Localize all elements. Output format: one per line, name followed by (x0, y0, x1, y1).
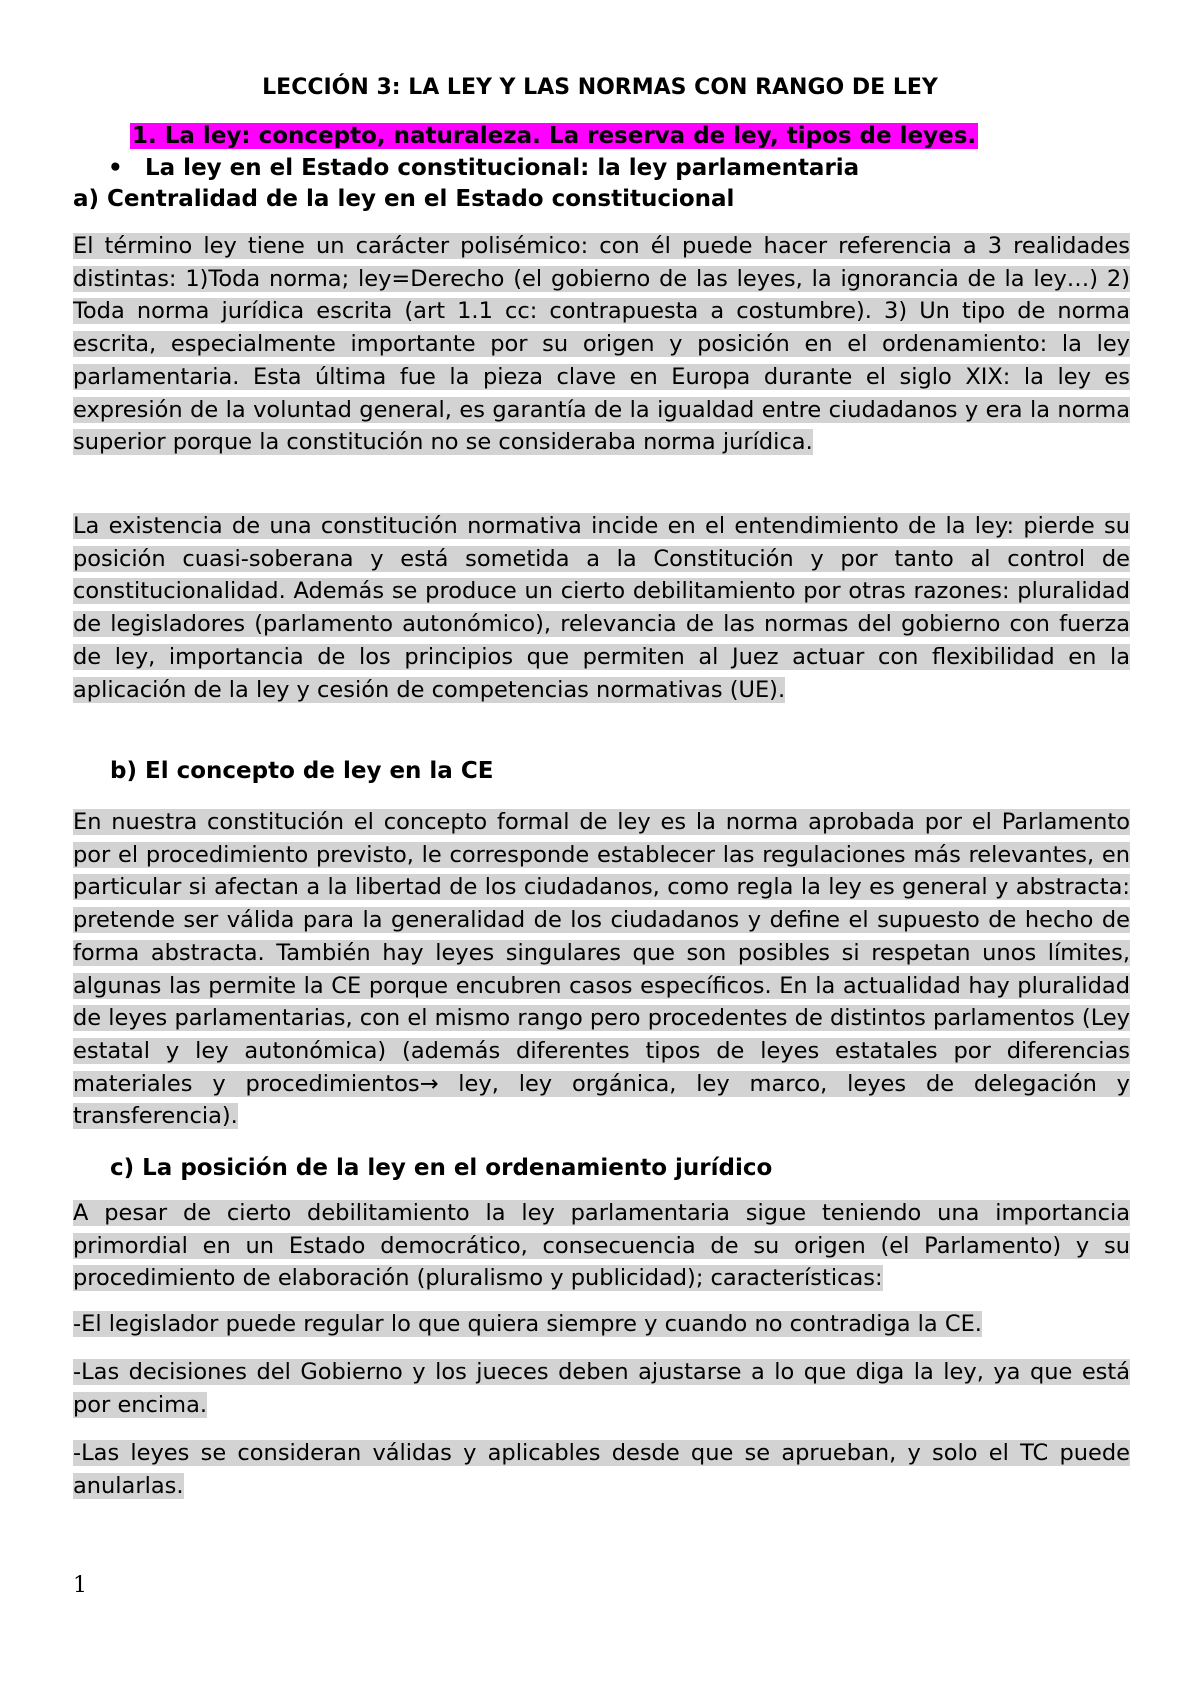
paragraph-2 (73, 510, 1130, 706)
page-number: 1 (73, 1573, 87, 1598)
paragraph-6-text: -Las decisiones del Gobierno y los jueces deben ajustarse a lo que diga la ley, ya que está por encima. (73, 1359, 1130, 1418)
paragraph-3 (73, 806, 1130, 1133)
paragraph-1-text: El término ley tiene un carácter polisémico: con él puede hacer referencia a 3 realidades distintas: 1)Toda norma; ley=Derecho (el gobierno de las leyes, la ignorancia de la ley…) 2) Toda norma jurídica escrita (art 1.1 cc: contrapuesta a costumbre). 3) Un tipo de norma escrita, especialmente importante por su origen y posición en el ordenamiento: la ley parlamentaria. Esta última fue la pieza clave en Europa durante el siglo XIX: la ley es expresión de la voluntad general, es garantía de la igualdad entre ciudadanos y era la norma superior porque la constitución no se consideraba norma jurídica. (73, 233, 1130, 456)
subheading-a: a) Centralidad de la ley en el Estado constitucional (73, 186, 735, 212)
paragraph-2-text: La existencia de una constitución normativa incide en el entendimiento de la ley: pierde su posición cuasi-soberana y está sometida a la Constitución y por tanto al control de constitucionalidad. Además se produce un cierto debilitamiento por otras razones: pluralidad de legisladores (parlamento autonómico), relevancia de las normas del gobierno con fuerza de ley, importancia de los principios que permiten al Juez actuar con flexibilidad en la aplicación de la ley y cesión de competencias normativas (UE). (73, 513, 1130, 703)
paragraph-7-text: -Las leyes se consideran válidas y aplicables desde que se aprueban, y solo el TC puede anularlas. (73, 1440, 1130, 1499)
paragraph-1 (73, 230, 1130, 459)
paragraph-4-text: A pesar de cierto debilitamiento la ley parlamentaria sigue teniendo una importancia primordial en un Estado democrático, consecuencia de su origen (el Parlamento) y su procedimiento de elaboración (pluralismo y publicidad); características: (73, 1200, 1130, 1292)
paragraph-5-text: -El legislador puede regular lo que quiera siempre y cuando no contradiga la CE. (73, 1311, 982, 1337)
paragraph-4 (73, 1197, 1130, 1295)
section-heading-1 (130, 121, 978, 151)
lesson-title: LECCIÓN 3: LA LEY Y LAS NORMAS CON RANGO DE LEY (262, 75, 938, 100)
paragraph-5 (73, 1308, 1130, 1341)
section-heading-1-text: 1. La ley: concepto, naturaleza. La reserva de ley, tipos de leyes. (132, 123, 977, 149)
bullet-icon: • (108, 155, 123, 181)
bullet-heading (108, 153, 859, 183)
paragraph-3-text: En nuestra constitución el concepto formal de ley es la norma aprobada por el Parlamento por el procedimiento previsto, le corresponde establecer las regulaciones más relevantes, en particular si afectan a la libertad de los ciudadanos, como regla la ley es general y abstracta: pretende ser válida para la generalidad de los ciudadanos y define el supuesto de hecho de forma abstracta. También hay leyes singulares que son posibles si respetan unos límites, algunas las permite la CE porque encubren casos específicos. En la actualidad hay pluralidad de leyes parlamentarias, con el mismo rango pero procedentes de distintos parlamentos (Ley estatal y ley autonómica) (además diferentes tipos de leyes estatales por diferencias materiales y procedimientos→ ley, ley orgánica, ley marco, leyes de delegación y transferencia). (73, 809, 1130, 1130)
bullet-heading-text: La ley en el Estado constitucional: la ley parlamentaria (145, 155, 860, 181)
subheading-b: b) El concepto de ley en la CE (110, 758, 494, 784)
paragraph-7 (73, 1437, 1130, 1502)
subheading-c: c) La posición de la ley en el ordenamiento jurídico (110, 1155, 773, 1181)
paragraph-6 (73, 1356, 1130, 1421)
